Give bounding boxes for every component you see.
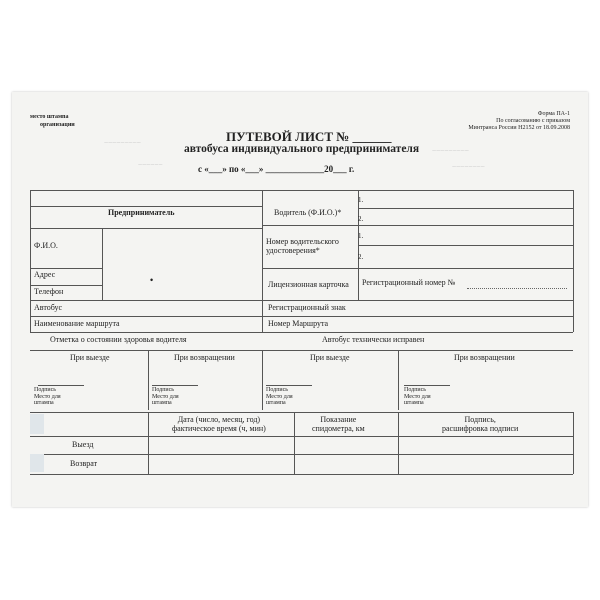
driver-label: Водитель (Ф.И.О.)* [274, 208, 342, 217]
tech-return-sign: Подпись Место для штампа [404, 387, 431, 407]
page-subtitle: автобуса индивидуального предпринимателя [184, 143, 420, 155]
health-departure-label: При выезде [70, 353, 110, 362]
address-label: Адрес [34, 270, 56, 279]
departure-row-label: Выезд [72, 440, 94, 449]
reg-number-label: Регистрационный номер № [362, 278, 456, 287]
license-number-label: Номер водительского [266, 237, 339, 246]
health-title: Отметка о состоянии здоровья водителя [50, 335, 187, 344]
waybill-sheet [12, 92, 588, 507]
tech-departure-sign: Подпись Место для штампа [266, 387, 293, 407]
stamp-mark-2 [30, 454, 44, 472]
health-return-sign: Подпись Место для штампа [152, 387, 179, 407]
stamp-place-label: место штампа [30, 114, 69, 120]
license-card-label: Лицензионная карточка [268, 280, 349, 289]
driver-slot-2: 2. [358, 215, 364, 223]
signature-header: Подпись, расшифровка подписи [442, 415, 519, 433]
reg-sign-label: Регистрационный знак [268, 303, 346, 312]
form-code: Форма ПА-1 [537, 111, 570, 117]
bus-ok-title: Автобус технически исправен [322, 335, 425, 344]
stamp-mark [30, 414, 44, 434]
return-row-label: Возврат [70, 459, 98, 468]
dot-mark: • [150, 275, 154, 285]
odometer-header: Показание спидометра, км [312, 415, 365, 433]
license-slot-2: 2. [358, 253, 364, 261]
approval-note: По согласованию с приказом [496, 118, 570, 124]
health-departure-sign: Подпись Место для штампа [34, 387, 61, 407]
page-title: ПУТЕВОЙ ЛИСТ № ______ [226, 129, 392, 144]
date-range-line: с «___» по «___» _____________20___ г. [198, 164, 355, 174]
ghost-print-3: ~~~~~~ [138, 162, 163, 169]
tech-departure-label: При выезде [310, 353, 350, 362]
license-slot-1: 1. [358, 232, 364, 240]
phone-label: Телефон [34, 287, 64, 296]
health-return-label: При возвращении [174, 353, 235, 362]
stamp-place-label-2: организации [40, 122, 75, 128]
ghost-print: ~~~~~~~~~ [104, 140, 141, 147]
fio-label: Ф.И.О. [34, 241, 58, 250]
bus-label: Автобус [34, 303, 63, 312]
tech-return-label: При возвращении [454, 353, 515, 362]
driver-slot-1: 1. [358, 196, 364, 204]
ghost-print-2: ~~~~~~~~~ [432, 148, 469, 155]
route-name-label: Наименование маршрута [34, 319, 120, 328]
date-time-header: Дата (число, месяц, год) фактическое время (ч, мин) [172, 415, 266, 433]
entrepreneur-label: Предприниматель [108, 208, 175, 217]
ghost-print-4: ~~~~~~~~ [452, 164, 485, 171]
approval-note-2: Минтранса России Н2152 от 18.09.2008 [468, 125, 570, 131]
route-number-label: Номер Маршрута [268, 319, 329, 328]
license-number-label-2: удостоверения* [266, 246, 320, 255]
